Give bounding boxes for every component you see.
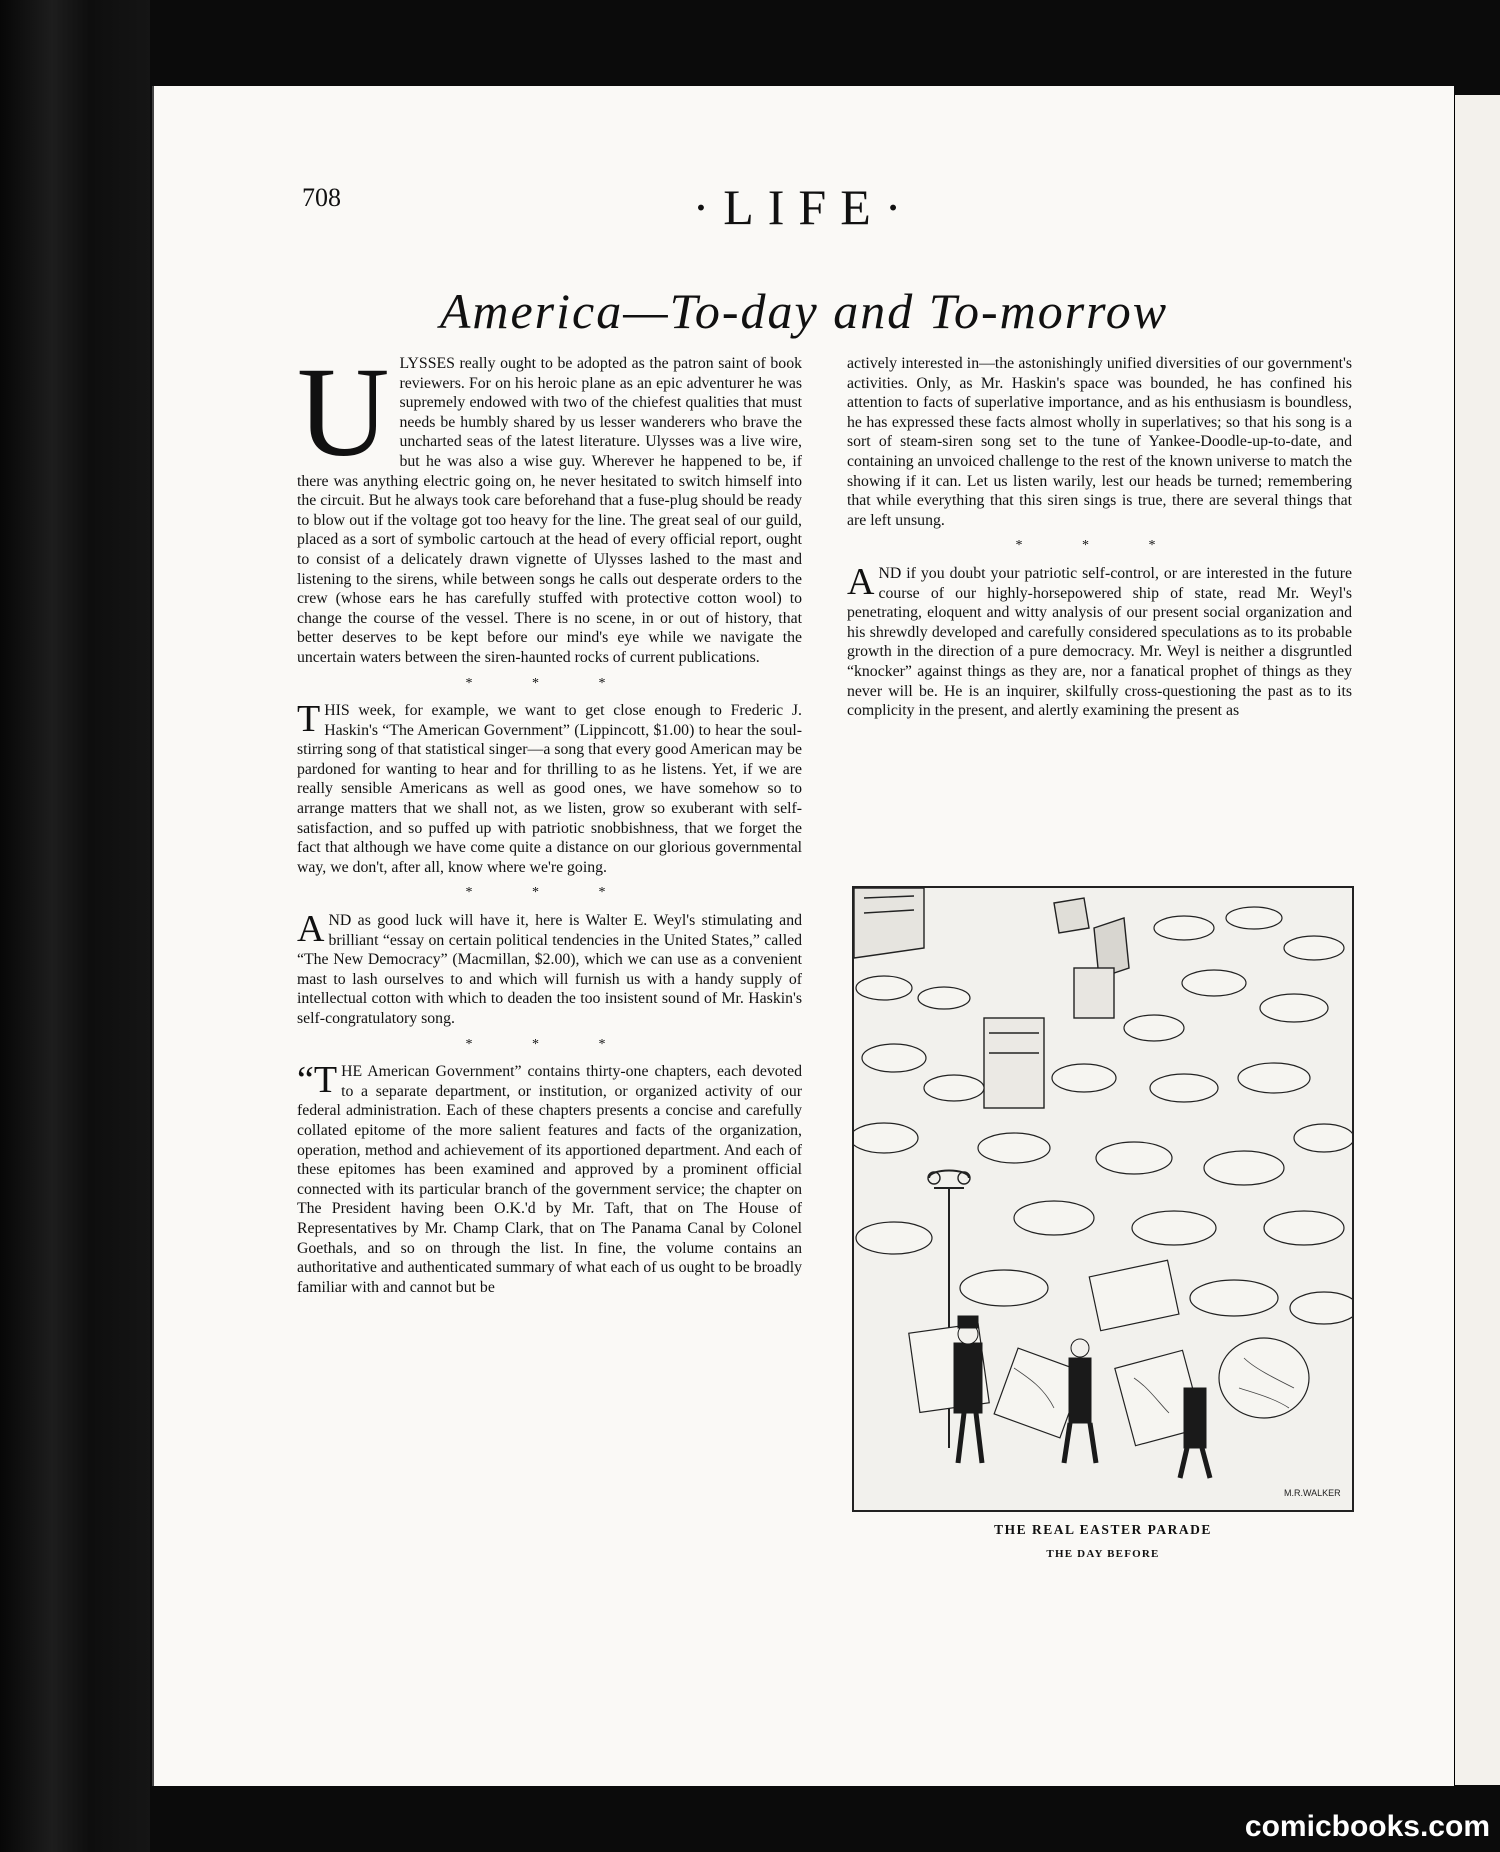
column-right	[847, 354, 1352, 725]
section-separator: * * *	[465, 1036, 634, 1052]
illustration-subcaption: THE DAY BEFORE	[1046, 1548, 1160, 1560]
section-separator: * * *	[465, 675, 634, 691]
scan-border-left	[0, 0, 150, 1852]
next-page-edge	[1452, 95, 1500, 1785]
illustration-caption: THE REAL EASTER PARADE	[994, 1522, 1212, 1537]
paragraph-3	[297, 908, 802, 1029]
drop-cap: T	[297, 698, 321, 741]
article-title: America—To-day and To-morrow	[439, 283, 1169, 339]
paragraph-1	[297, 341, 802, 668]
paragraph-text: ND as good luck will have it, here is Walter E. Weyl's stimulating and brilliant “essay on certain political tendencies in the United States,” called “The New Democracy” (Macmillan, $2.00), which we can use as a convenient mast to lash ourselves to and which will furnish us with a handy supply of intellectual cotton with which to deaden the too insistent sound of Mr. Haskin's self-congratulatory song.	[297, 912, 802, 1027]
section-separator: * * *	[465, 885, 634, 901]
drop-cap: U	[297, 341, 390, 483]
site-watermark: comicbooks.com	[1244, 1810, 1490, 1843]
paragraph-2	[297, 698, 802, 877]
magazine-page	[152, 86, 1454, 1786]
drop-cap: A	[847, 560, 875, 603]
section-separator: * * *	[1015, 538, 1184, 554]
paragraph-text: LYSSES really ought to be adopted as the patron saint of book reviewers. For on his heroic plane as an epic adventurer he was supremely endowed with two of the chiefest qualities that must needs be humbly shared by us lesser wanderers who brave the uncharted seas of the latest literature. Ulysses was a live wire, but he was also a wise guy. Wherever he happened to be, if there was anything electric going on, he never hesitated to switch himself into the circuit. But he always took care beforehand that a fuse-plug should be ready to blow out if the voltage got too heavy for the line. The great seal of our guild, placed as a sort of symbolic cartouch at the head of every official report, ought to consist of a delicately drawn vignette of Ulysses lashed to the mast and listening to the sirens, while between songs he calls out desperate orders to the crew (whose ears he has carefully stuffed with protective cotton wool) to change the course of the vessel. There is no scene, in or out of history, that better deserves to be kept before our mind's eye while we navigate the uncertain waters between the siren-haunted rocks of current publications.	[297, 355, 802, 666]
paragraph-text: ND if you doubt your patriotic self-control, or are interested in the future course of our highly-horsepowered ship of state, read Mr. Weyl's penetrating, eloquent and witty analysis of our present social organization and his shrewdly developed and carefully considered speculations as to its probable growth in the direction of a pure democracy. Mr. Weyl is neither a disgruntled “knocker” against things as they are, nor a fanatical prophet of things as they never will be. He is an inquirer, skilfully cross-questioning the past as to its complicity in the present, and alertly examining the present as	[847, 564, 1352, 720]
column-left	[297, 341, 802, 1301]
cartoon-illustration	[852, 886, 1354, 1512]
drop-cap: “T	[297, 1059, 338, 1102]
paragraph-text: actively interested in—the astonishingly unified diversities of our government's activities. Only, as Mr. Haskin's space was bounded, he has confined his attention to facts of superlative importance, and as his enthusiasm is boundless, he has expressed these facts almost wholly in superlatives; so that his song is a sort of steam-siren song set to the tune of Yankee-Doodle-up-to-date, and containing an unvoiced challenge to the rest of the known universe to match the showing if it can. Let us listen warily, lest our heads be turned; remembering that while everything that this siren sings is true, there are several things that are left unsung.	[847, 355, 1352, 529]
paragraph-5	[847, 354, 1352, 530]
drop-cap: A	[297, 908, 325, 951]
paragraph-6	[847, 560, 1352, 721]
paragraph-text: HIS week, for example, we want to get close enough to Frederic J. Haskin's “The American Government” (Lippincott, $1.00) to hear the soul-stirring song of that statistical singer—a song that every good American may be pardoned for wanting to hear and for thrilling to as he listens. Yet, if we are really sensible Americans as well as good ones, we have somehow so to arrange matters that we shall not, as we listen, grow so exuberant with self-satisfaction, and so puffed up with patriotic snobbishness, that we forget the fact that although we have come quite a distance on our glorious governmental way, we don't, after all, know where we're going.	[297, 702, 802, 876]
paragraph-text: HE American Government” contains thirty-one chapters, each devoted to a separate department, or institution, or organized activity of our federal administration. Each of these chapters presents a concise and carefully collated epitome of the more salient features and facts of the organization, operation, method and achievement of its apportioned department. And each of these epitomes has been examined and approved by a prominent official connected with its particular branch of the government service; the chapter on The President having been O.K.'d by Mr. Taft, that on The House of Representatives by Mr. Champ Clark, that on The Panama Canal by Colonel Goethals, and so on through the list. In fine, the volume contains an authoritative and authenticated summary of what each of us ought to be broadly familiar with and cannot but be	[297, 1063, 802, 1296]
cartoon-drawing	[854, 888, 1352, 1510]
artist-signature: M.R.WALKER	[1284, 1488, 1341, 1498]
page-number: 708	[302, 183, 341, 212]
masthead: ·LIFE·	[692, 179, 916, 235]
paragraph-4	[297, 1059, 802, 1297]
